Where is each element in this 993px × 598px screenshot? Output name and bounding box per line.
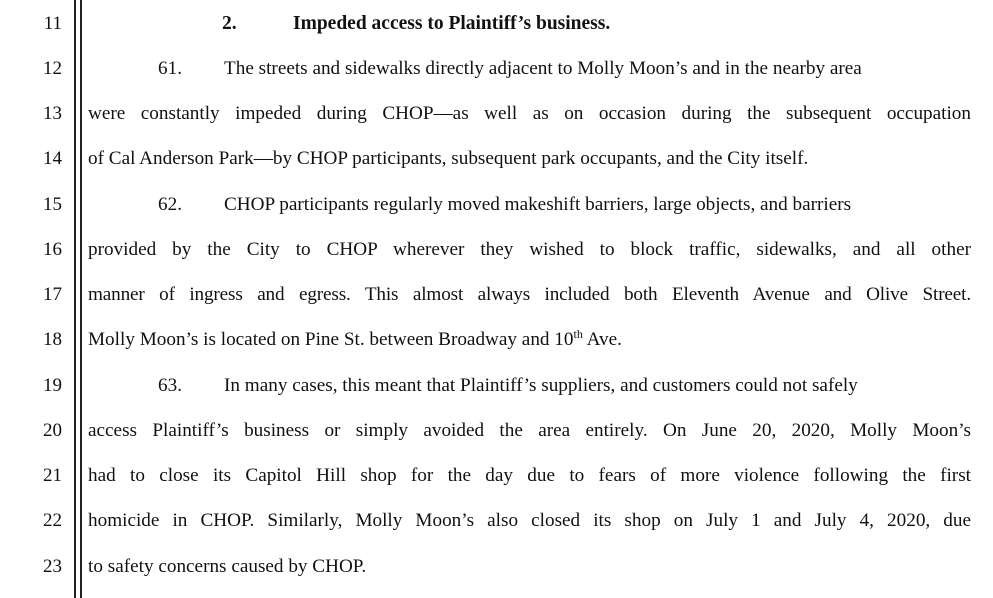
paragraph-63-line-5: to safety concerns caused by CHOP.: [88, 556, 367, 577]
line-number: 11: [43, 13, 62, 34]
paragraph-number: 61.: [158, 58, 182, 79]
paragraph-62-line-1: [88, 194, 971, 216]
paragraph-63-line-3: had to close its Capitol Hill shop for the day due to fears of more violence following the first: [88, 465, 971, 486]
paragraph-text: CHOP participants regularly moved makeshift barriers, large objects, and barriers: [224, 194, 852, 215]
paragraph-text: Molly Moon’s is located on Pine St. between Broadway and 10: [88, 329, 574, 350]
paragraph-63-line-4: homicide in CHOP. Similarly, Molly Moon’s also closed its shop on July 1 and July 4, 2020, due: [88, 510, 971, 531]
paragraph-62-line-2: provided by the City to CHOP wherever they wished to block traffic, sidewalks, and all other: [88, 239, 971, 260]
paragraph-61-line-2: were constantly impeded during CHOP—as well as on occasion during the subsequent occupation: [88, 103, 971, 124]
paragraph-number: 62.: [158, 194, 182, 215]
line-number: 18: [43, 329, 62, 350]
paragraph-text: In many cases, this meant that Plaintiff’s suppliers, and customers could not safely: [224, 375, 858, 396]
line-number: 17: [43, 284, 62, 305]
paragraph-number: 63.: [158, 375, 182, 396]
line-number: 23: [43, 556, 62, 577]
line-number: 15: [43, 194, 62, 215]
paragraph-61-line-3: of Cal Anderson Park—by CHOP participants, subsequent park occupants, and the City itself.: [88, 148, 809, 169]
line-number: 22: [43, 510, 62, 531]
paragraph-63-line-1: [88, 375, 971, 397]
paragraph-63-line-2: access Plaintiff’s business or simply avoided the area entirely. On June 20, 2020, Molly Moon’s: [88, 420, 971, 441]
line-number: 20: [43, 420, 62, 441]
margin-rule-left: [74, 0, 76, 598]
line-number: 14: [43, 148, 62, 169]
section-number: 2.: [222, 13, 237, 34]
section-heading: [222, 13, 610, 35]
line-number: 13: [43, 103, 62, 124]
margin-rule-right: [80, 0, 82, 598]
paragraph-62-line-4: [88, 329, 971, 351]
paragraph-text: Ave.: [582, 329, 622, 350]
paragraph-text: The streets and sidewalks directly adjacent to Molly Moon’s and in the nearby area: [224, 58, 862, 79]
line-number: 19: [43, 375, 62, 396]
paragraph-61-line-1: [88, 58, 971, 80]
line-number: 12: [43, 58, 62, 79]
paragraph-62-line-3: manner of ingress and egress. This almost always included both Eleventh Avenue and Olive Street.: [88, 284, 971, 305]
line-number: 16: [43, 239, 62, 260]
section-title: Impeded access to Plaintiff’s business.: [293, 13, 611, 34]
superscript: th: [573, 327, 583, 341]
line-number: 21: [43, 465, 62, 486]
